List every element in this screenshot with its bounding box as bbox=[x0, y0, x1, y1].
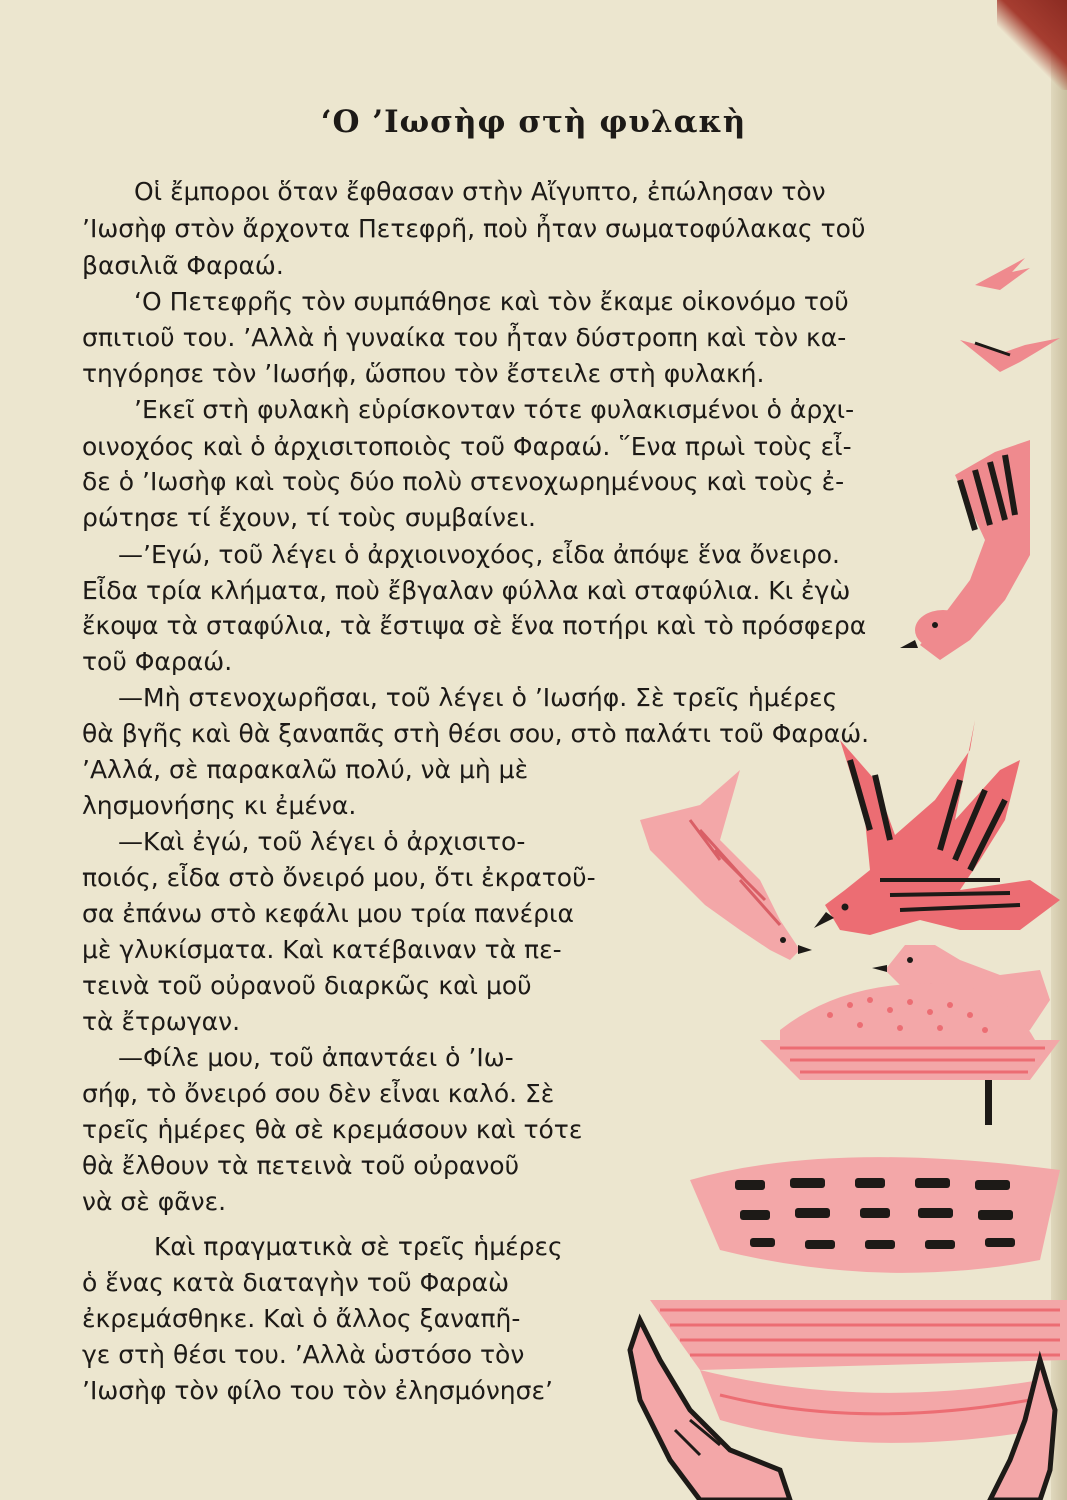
text-line: Οἱ ἔμποροι ὅταν ἔφθασαν στὴν Αἴγυπτο, ἐπώλησαν τὸν bbox=[134, 177, 826, 206]
text-line: οινοχόος καὶ ὁ ἀρχισιτοποιὸς τοῦ Φαραώ. ῞Ενα πρωὶ τοὺς εἶ- bbox=[82, 432, 852, 461]
text-line: ‘Ο Πετεφρῆς τὸν συμπάθησε καὶ τὸν ἔκαμε οἰκονόμο τοῦ bbox=[134, 287, 849, 316]
text-line: Εἶδα τρία κλήματα, ποὺ ἔβγαλαν φύλλα καὶ σταφύλια. Κι ἐγὼ bbox=[82, 576, 851, 605]
page-title: ‘Ο ’Ιωσὴφ στὴ φυλακὴ bbox=[320, 104, 747, 140]
text-line: —Φίλε μου, τοῦ ἀπαντάει ὁ ’Ιω- bbox=[118, 1043, 514, 1072]
text-line: σα ἐπάνω στὸ κεφάλι μου τρία πανέρια bbox=[82, 899, 574, 928]
text-line: Καὶ πραγματικὰ σὲ τρεῖς ἡμέρες bbox=[154, 1232, 563, 1261]
text-line: ποιός, εἶδα στὸ ὄνειρό μου, ὅτι ἐκρατοῦ- bbox=[82, 863, 596, 892]
text-line: γε στὴ θέσι του. ’Αλλὰ ὡστόσο τὸν bbox=[82, 1340, 525, 1369]
text-line: —’Εγώ, τοῦ λέγει ὁ ἀρχιοινοχόος, εἶδα ἀπόψε ἕνα ὄνειρο. bbox=[118, 540, 840, 569]
text-line: ’Εκεῖ στὴ φυλακὴ εὑρίσκονταν τότε φυλακισμένοι ὁ ἀρχι- bbox=[134, 395, 855, 424]
text-line: —Μὴ στενοχωρῆσαι, τοῦ λέγει ὁ ’Ιωσήφ. Σὲ τρεῖς ἡμέρες bbox=[118, 683, 838, 712]
ink-mark bbox=[985, 1080, 992, 1125]
text-line: ’Ιωσὴφ στὸν ἄρχοντα Πετεφρῆ, ποὺ ἦταν σωματοφύλακας τοῦ bbox=[82, 214, 866, 243]
text-line: ἔκοψα τὰ σταφύλια, τὰ ἔστιψα σὲ ἕνα ποτήρι καὶ τὸ πρόσφερα bbox=[82, 611, 867, 640]
text-line: σπιτιοῦ του. ’Αλλὰ ἡ γυναίκα του ἦταν δύστροπη καὶ τὸν κα- bbox=[82, 323, 847, 352]
text-line: —Καὶ ἐγώ, τοῦ λέγει ὁ ἀρχισιτο- bbox=[118, 827, 526, 856]
text-line: ἐκρεμάσθηκε. Καὶ ὁ ἄλλος ξαναπῆ- bbox=[82, 1304, 521, 1333]
text-line: λησμονήσης κι ἐμένα. bbox=[82, 791, 357, 820]
text-line: τρεῖς ἡμέρες θὰ σὲ κρεμάσουν καὶ τότε bbox=[82, 1115, 583, 1144]
text-line: ὁ ἕνας κατὰ διαταγὴν τοῦ Φαραὼ bbox=[82, 1268, 510, 1297]
text-line: ρώτησε τί ἔχουν, τί τοὺς συμβαίνει. bbox=[82, 503, 536, 532]
flying-bird-middle bbox=[814, 720, 1060, 935]
text-line: τηγόρησε τὸν ’Ιωσήφ, ὥσπου τὸν ἔστειλε στὴ φυλακή. bbox=[82, 359, 765, 388]
text-line: δε ὁ ’Ιωσὴφ καὶ τοὺς δύο πολὺ στενοχωρημένους καὶ τοὺς ἐ- bbox=[82, 467, 845, 496]
text-line: θὰ βγῆς καὶ θὰ ξαναπᾶς στὴ θέσι σου, στὸ παλάτι τοῦ Φαραώ. bbox=[82, 719, 870, 748]
text-line: μὲ γλυκίσματα. Καὶ κατέβαιναν τὰ πε- bbox=[82, 935, 562, 964]
flying-bird-upper bbox=[900, 440, 1030, 660]
text-line: τοῦ Φαραώ. bbox=[82, 647, 233, 676]
text-line: θὰ ἔλθουν τὰ πετεινὰ τοῦ οὐρανοῦ bbox=[82, 1151, 520, 1180]
small-bird-middle bbox=[960, 338, 1060, 372]
text-line: ’Αλλά, σὲ παρακαλῶ πολύ, νὰ μὴ μὲ bbox=[82, 755, 529, 784]
striped-bowl bbox=[690, 1157, 1060, 1273]
lower-basket bbox=[650, 1300, 1067, 1443]
light-bird-left bbox=[640, 770, 812, 960]
text-line: βασιλιᾶ Φαραώ. bbox=[82, 251, 284, 280]
text-line: τεινὰ τοῦ οὐρανοῦ διαρκῶς καὶ μοῦ bbox=[82, 971, 532, 1000]
text-line: ’Ιωσὴφ τὸν φίλο του τὸν ἐλησμόνησε’ bbox=[82, 1376, 553, 1405]
text-line: τὰ ἔτρωγαν. bbox=[82, 1007, 241, 1036]
small-bird-top bbox=[975, 258, 1030, 290]
text-line: σήφ, τὸ ὄνειρό σου δὲν εἶναι καλό. Σὲ bbox=[82, 1079, 555, 1108]
text-line: νὰ σὲ φᾶνε. bbox=[82, 1187, 227, 1216]
